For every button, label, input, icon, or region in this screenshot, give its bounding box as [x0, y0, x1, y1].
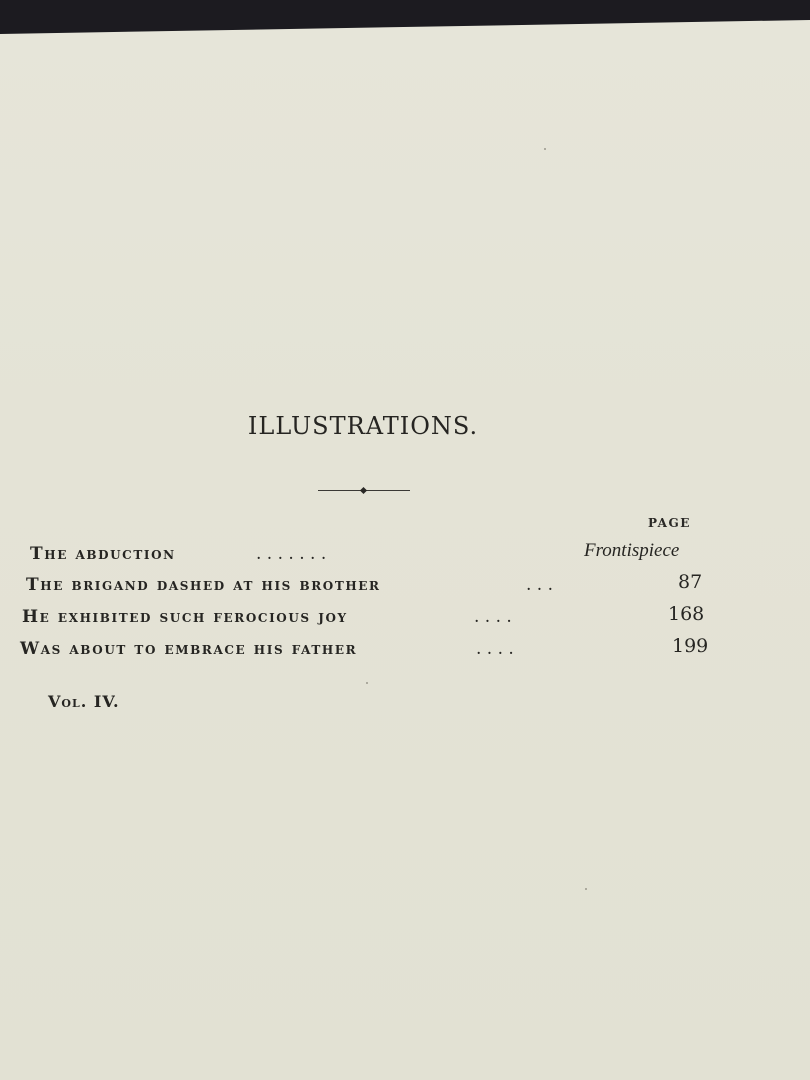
illustration-title: The brigand dashed at his brother — [26, 575, 381, 595]
leader-dots: . . . . . . . — [256, 544, 327, 564]
illustration-page: 168 — [668, 603, 705, 625]
paper-speck — [366, 682, 368, 684]
leader-dots: . . . . — [476, 639, 514, 659]
leader-dots: . . . — [526, 575, 554, 595]
illustration-title: The abduction — [30, 544, 176, 564]
illustration-title: Was about to embrace his father — [20, 639, 358, 659]
volume-label: Vol. IV. — [48, 692, 120, 711]
illustration-page: Frontispiece — [584, 540, 680, 561]
paper-speck — [544, 148, 546, 150]
illustration-entry — [20, 635, 715, 663]
leader-dots: . . . . — [474, 607, 512, 627]
illustration-page: 199 — [672, 635, 709, 657]
page-column-header: PAGE — [648, 516, 691, 530]
illustration-entry — [22, 603, 712, 631]
illustration-page: 87 — [678, 571, 703, 593]
illustration-title: He exhibited such ferocious joy — [22, 607, 348, 627]
page-title: ILLUSTRATIONS. — [247, 412, 479, 440]
paper-speck — [585, 888, 587, 890]
illustration-entry — [26, 571, 706, 599]
illustration-entry — [30, 540, 710, 568]
